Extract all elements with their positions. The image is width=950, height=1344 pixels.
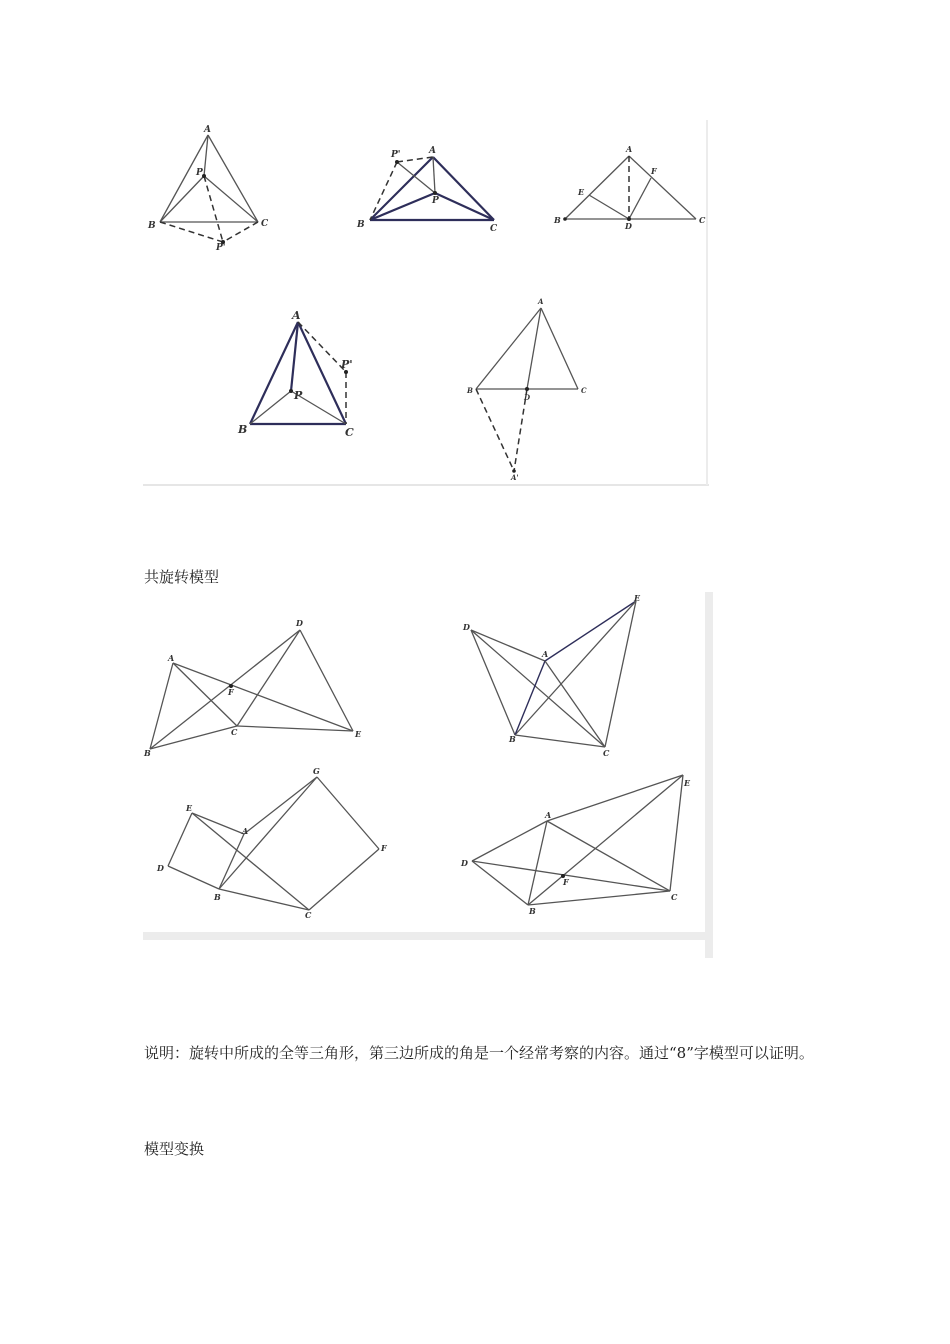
- label-P: P: [432, 196, 439, 206]
- label-P-prime: P': [391, 150, 401, 160]
- label-A: A: [545, 810, 552, 820]
- label-B: B: [238, 423, 248, 436]
- section-heading-model-transform: 模型变换: [144, 1140, 205, 1158]
- label-C: C: [603, 748, 610, 758]
- co-rotation-figures-panel: [143, 592, 715, 960]
- rotation-figures-svg: [143, 120, 709, 488]
- label-P: P: [294, 389, 303, 402]
- label-D: D: [296, 618, 303, 628]
- label-B: B: [529, 906, 536, 916]
- label-E: E: [684, 778, 691, 788]
- label-C: C: [345, 426, 354, 439]
- figure-co-rotation-2: [462, 593, 641, 758]
- figure-right-triangle-midpoint: [553, 144, 706, 231]
- label-F: F: [228, 687, 234, 697]
- explanation-paragraph: 说明：旋转中所成的全等三角形，第三边所成的角是一个经常考察的内容。通过“8”字模型可以证明。: [144, 1044, 814, 1062]
- label-P: P: [196, 168, 203, 178]
- label-B: B: [214, 892, 221, 902]
- label-D: D: [524, 393, 531, 402]
- label-F: F: [651, 166, 657, 176]
- label-A: A: [429, 146, 436, 156]
- label-B: B: [144, 748, 151, 758]
- label-A: A: [292, 309, 301, 322]
- label-D: D: [463, 622, 470, 632]
- label-B: B: [554, 215, 561, 225]
- rotation-figures-panel: [143, 120, 709, 488]
- label-F: F: [381, 843, 387, 853]
- label-E: E: [355, 729, 362, 739]
- label-B: B: [148, 221, 156, 231]
- figure-co-rotation-squares: [156, 766, 388, 920]
- label-C: C: [581, 386, 587, 395]
- figure-obtuse-rotation: [356, 146, 498, 234]
- label-C: C: [261, 219, 269, 229]
- label-A: A: [626, 144, 633, 154]
- figure-co-rotation-1: [143, 618, 362, 758]
- label-B: B: [509, 734, 516, 744]
- label-C: C: [490, 224, 498, 234]
- co-rotation-figures-svg: [143, 592, 715, 960]
- label-A: A: [204, 125, 211, 135]
- figure-median-extension: [466, 297, 587, 482]
- label-C: C: [305, 910, 312, 920]
- label-E: E: [186, 803, 193, 813]
- label-P-prime: P': [341, 358, 353, 371]
- label-E: E: [578, 187, 585, 197]
- label-E: E: [634, 593, 641, 603]
- label-A: A: [538, 297, 544, 306]
- label-A: A: [542, 649, 549, 659]
- section-heading-co-rotation-model: 共旋转模型: [144, 568, 220, 586]
- label-B: B: [357, 220, 365, 230]
- label-B: B: [467, 386, 473, 395]
- label-A-prime: A': [511, 473, 519, 482]
- label-A: A: [168, 653, 175, 663]
- label-D: D: [157, 863, 164, 873]
- label-D: D: [625, 221, 632, 231]
- figure-equilateral-rotation: [147, 125, 269, 253]
- label-C: C: [699, 215, 706, 225]
- label-P-prime: P': [216, 243, 226, 253]
- label-G: G: [313, 766, 320, 776]
- figure-triangle-point-p: [237, 309, 354, 439]
- label-C: C: [671, 892, 678, 902]
- label-F: F: [563, 877, 569, 887]
- figure-co-rotation-4: [460, 775, 691, 916]
- label-C: C: [231, 727, 238, 737]
- label-A: A: [242, 826, 249, 836]
- label-D: D: [461, 858, 468, 868]
